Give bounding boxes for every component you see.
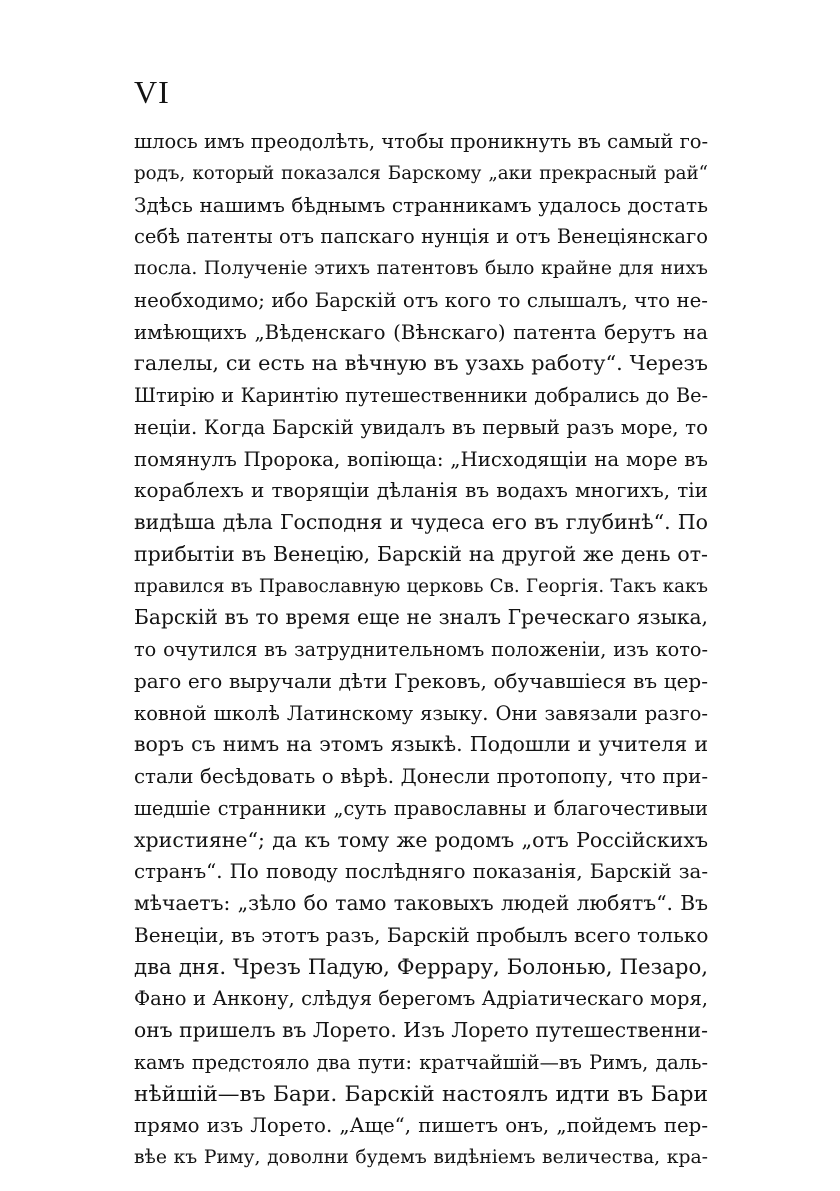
text-line: прямо изъ Лорето. „Аще“, пишетъ онъ, „пойдемъ пер- [134, 1114, 708, 1138]
text-line: Барскій въ то время еще не зналъ Греческаго языка, [134, 605, 708, 630]
text-line: родъ, который показался Барскому „аки прекрасный рай“ [134, 162, 708, 184]
text-line: християне“; да къ тому же родомъ „отъ Россійскихъ [134, 827, 708, 852]
text-line: онъ пришелъ въ Лорето. Изъ Лорето путешественни- [134, 1018, 708, 1042]
text-line: два дня. Чрезъ Падую, Феррару, Болонью, Пезаро, [134, 954, 708, 980]
text-line: шлось имъ преодолѣть, чтобы проникнуть въ самый го- [134, 130, 708, 153]
text-line: прибытіи въ Венецію, Барскій на другой же день от- [134, 541, 708, 566]
text-line: ковной школѣ Латинскому языку. Они завязали разго- [134, 701, 708, 725]
text-line: Фано и Анкону, слѣдуя берегомъ Адріатическаго моря, [134, 987, 708, 1011]
text-line: шедшіе странники „суть православны и благочестивыи [134, 796, 708, 820]
text-line: вѣе къ Риму, доволни будемъ видѣніемъ величества, кра- [134, 1147, 708, 1168]
text-line: нѣйшій—въ Бари. Барскій настоялъ идти въ Бари [134, 1081, 708, 1107]
text-line: правился въ Православную церковь Св. Георгія. Такъ какъ [134, 575, 708, 597]
text-line: видѣша дѣла Господня и чудеса его въ глубинѣ“. По [134, 510, 708, 534]
text-line: неціи. Когда Барскій увидалъ въ первый разъ море, то [134, 415, 708, 439]
text-line: стали бесѣдовать о вѣрѣ. Донесли протопопу, что при- [134, 765, 708, 788]
text-line: странъ“. По поводу послѣдняго показанія, Барскій за- [134, 860, 708, 884]
text-line: галелы, си есть на вѣчную въ узахь работу“. Черезъ [134, 351, 708, 376]
text-line: камъ предстояло два пути: кратчайшій—въ Римъ, даль- [134, 1050, 708, 1074]
text-line: мѣчаетъ: „зѣло бо тамо таковыхъ людей любятъ“. Въ [134, 891, 708, 915]
text-line: Венеціи, въ этотъ разъ, Барскій пробылъ всего только [134, 922, 708, 947]
text-line: помянулъ Пророка, вопіюща: „Нисходящіи на море въ [134, 447, 708, 471]
text-line: Штирію и Каринтію путешественники добрались до Ве- [134, 384, 708, 407]
text-line: то очутился въ затруднительномъ положеніи, изъ кото- [134, 638, 708, 661]
text-line: воръ съ нимъ на этомъ языкѣ. Подошли и учителя и [134, 732, 708, 757]
text-line: кораблехъ и творящіи дѣланія въ водахъ многихъ, тіи [134, 478, 708, 503]
body-text [134, 126, 708, 1174]
text-line: посла. Полученіе этихъ патентовъ было крайне для нихъ [134, 258, 708, 279]
text-line: Здѣсь нашимъ бѣднымъ странникамъ удалось достать [134, 192, 708, 217]
text-line: имѣющихъ „Вѣденскаго (Вѣнскаго) патента берутъ на [134, 320, 708, 344]
text-line: раго его выручали дѣти Грековъ, обучавшіеся въ цер- [134, 668, 708, 693]
page-number: VI [134, 74, 170, 110]
text-line: себѣ патенты отъ папскаго нунція и отъ Венеціянскаго [134, 225, 708, 249]
text-line: необходимо; ибо Барскій отъ кого то слышалъ, что не- [134, 288, 708, 312]
